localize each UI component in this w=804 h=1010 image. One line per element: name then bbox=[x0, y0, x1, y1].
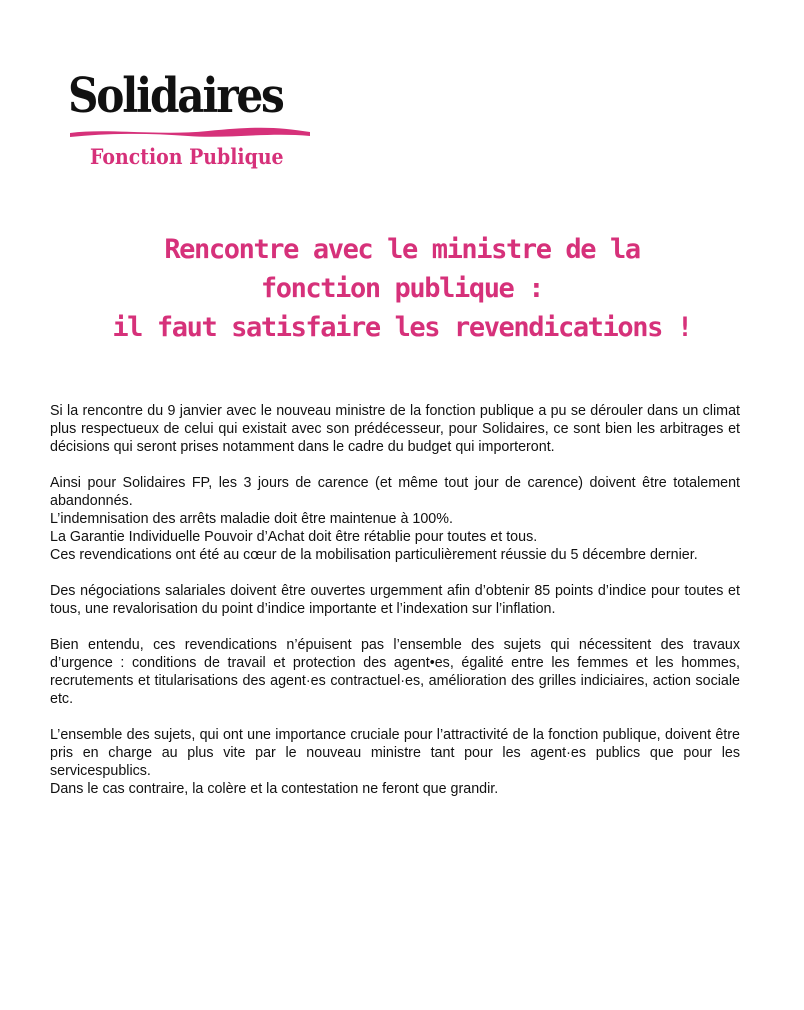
logo-swoosh-icon bbox=[68, 124, 312, 140]
paragraph-5-line-1: L’ensemble des sujets, qui ont une importance cruciale pour l’attractivité de la fonction publique, doivent être pris en charge au plus vite par le nouveau ministre tant pour les agent·es publics que pour les servicespublics. bbox=[50, 727, 740, 779]
paragraph-1: Si la rencontre du 9 janvier avec le nouveau ministre de la fonction publique a pu se dérouler dans un climat plus respectueux de celui qui existait avec son prédécesseur, pour Solidaires, ce sont bien les arbitrages et décisions qui seront prises notamment dans le cadre du budget qui importeront. bbox=[50, 403, 740, 455]
title-line-3: il faut satisfaire les revendications ! bbox=[112, 312, 692, 343]
paragraph-2 bbox=[50, 474, 740, 564]
solidaires-logo bbox=[68, 68, 318, 182]
paragraph-5-line-2: Dans le cas contraire, la colère et la contestation ne feront que grandir. bbox=[50, 781, 499, 797]
paragraph-2-line-1: Ainsi pour Solidaires FP, les 3 jours de carence (et même tout jour de carence) doivent être totalement abandonnés. bbox=[50, 475, 740, 509]
paragraph-2-line-4: Ces revendications ont été au cœur de la mobilisation particulièrement réussie du 5 décembre dernier. bbox=[50, 547, 698, 563]
paragraph-4: Bien entendu, ces revendications n’épuisent pas l’ensemble des sujets qui nécessitent des travaux d’urgence : conditions de travail et protection des agent•es, égalité entre les femmes et les hommes, recrutements et titularisations des agent·es contractuel·es, amélioration des grilles indiciaires, action sociale etc. bbox=[50, 637, 740, 707]
document-body bbox=[50, 402, 740, 816]
title-line-1: Rencontre avec le ministre de la bbox=[164, 234, 640, 265]
document-title bbox=[60, 230, 744, 347]
paragraph-2-line-2: L’indemnisation des arrêts maladie doit être maintenue à 100%. bbox=[50, 511, 453, 527]
logo-wordmark: Solidaires bbox=[68, 68, 283, 124]
paragraph-5 bbox=[50, 726, 740, 798]
paragraph-2-line-3: La Garantie Individuelle Pouvoir d’Achat doit être rétablie pour toutes et tous. bbox=[50, 529, 538, 545]
logo-subtitle: Fonction Publique bbox=[90, 144, 284, 169]
paragraph-3: Des négociations salariales doivent être ouvertes urgemment afin d’obtenir 85 points d’indice pour toutes et tous, une revalorisation du point d’indice importante et l’indexation sur l’inflation. bbox=[50, 583, 740, 617]
title-line-2: fonction publique : bbox=[260, 273, 544, 304]
